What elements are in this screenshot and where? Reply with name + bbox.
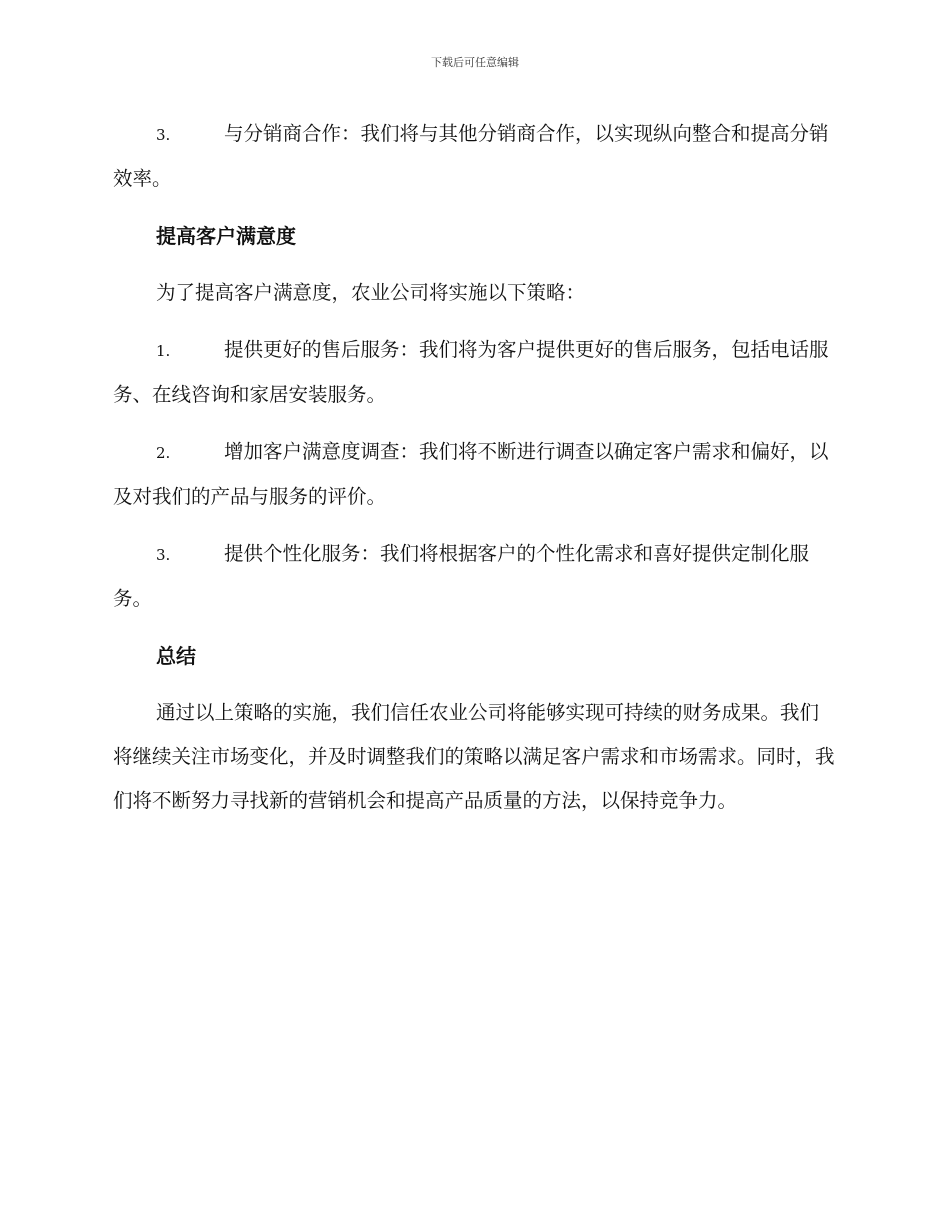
list-item-number: 3. (156, 546, 171, 564)
section-heading-satisfaction: 提高客户满意度 (156, 224, 296, 248)
list-item-text: 增加客户满意度调查：我们将不断进行调查以确定客户需求和偏好，以及对我们的产品与服务的评价。 (113, 440, 829, 508)
list-item-text: 提供个性化服务：我们将根据客户的个性化需求和喜好提供定制化服务。 (113, 542, 810, 610)
list-item-number: 1. (156, 342, 171, 360)
list-item-number: 3. (156, 126, 171, 144)
list-item (113, 430, 835, 519)
document-content (113, 112, 835, 836)
summary-paragraph: 通过以上策略的实施，我们信任农业公司将能够实现可持续的财务成果。我们将继续关注市场变化，并及时调整我们的策略以满足客户需求和市场需求。同时，我们将不断努力寻找新的营销机会和提高产品质量的方法，以保持竞争力。 (113, 701, 835, 812)
list-item-text: 提供更好的售后服务：我们将为客户提供更好的售后服务，包括电话服务、在线咨询和家居安装服务。 (113, 338, 829, 406)
page-header: 下载后可任意编辑 (431, 56, 519, 69)
list-item-text: 与分销商合作：我们将与其他分销商合作，以实现纵向整合和提高分销效率。 (113, 122, 829, 190)
list-item (113, 112, 835, 201)
list-item (113, 532, 835, 621)
list-item-number: 2. (156, 444, 171, 462)
section-intro-paragraph: 为了提高客户满意度，农业公司将实施以下策略： (156, 281, 586, 304)
section-heading-summary: 总结 (156, 644, 196, 668)
list-item (113, 328, 835, 417)
